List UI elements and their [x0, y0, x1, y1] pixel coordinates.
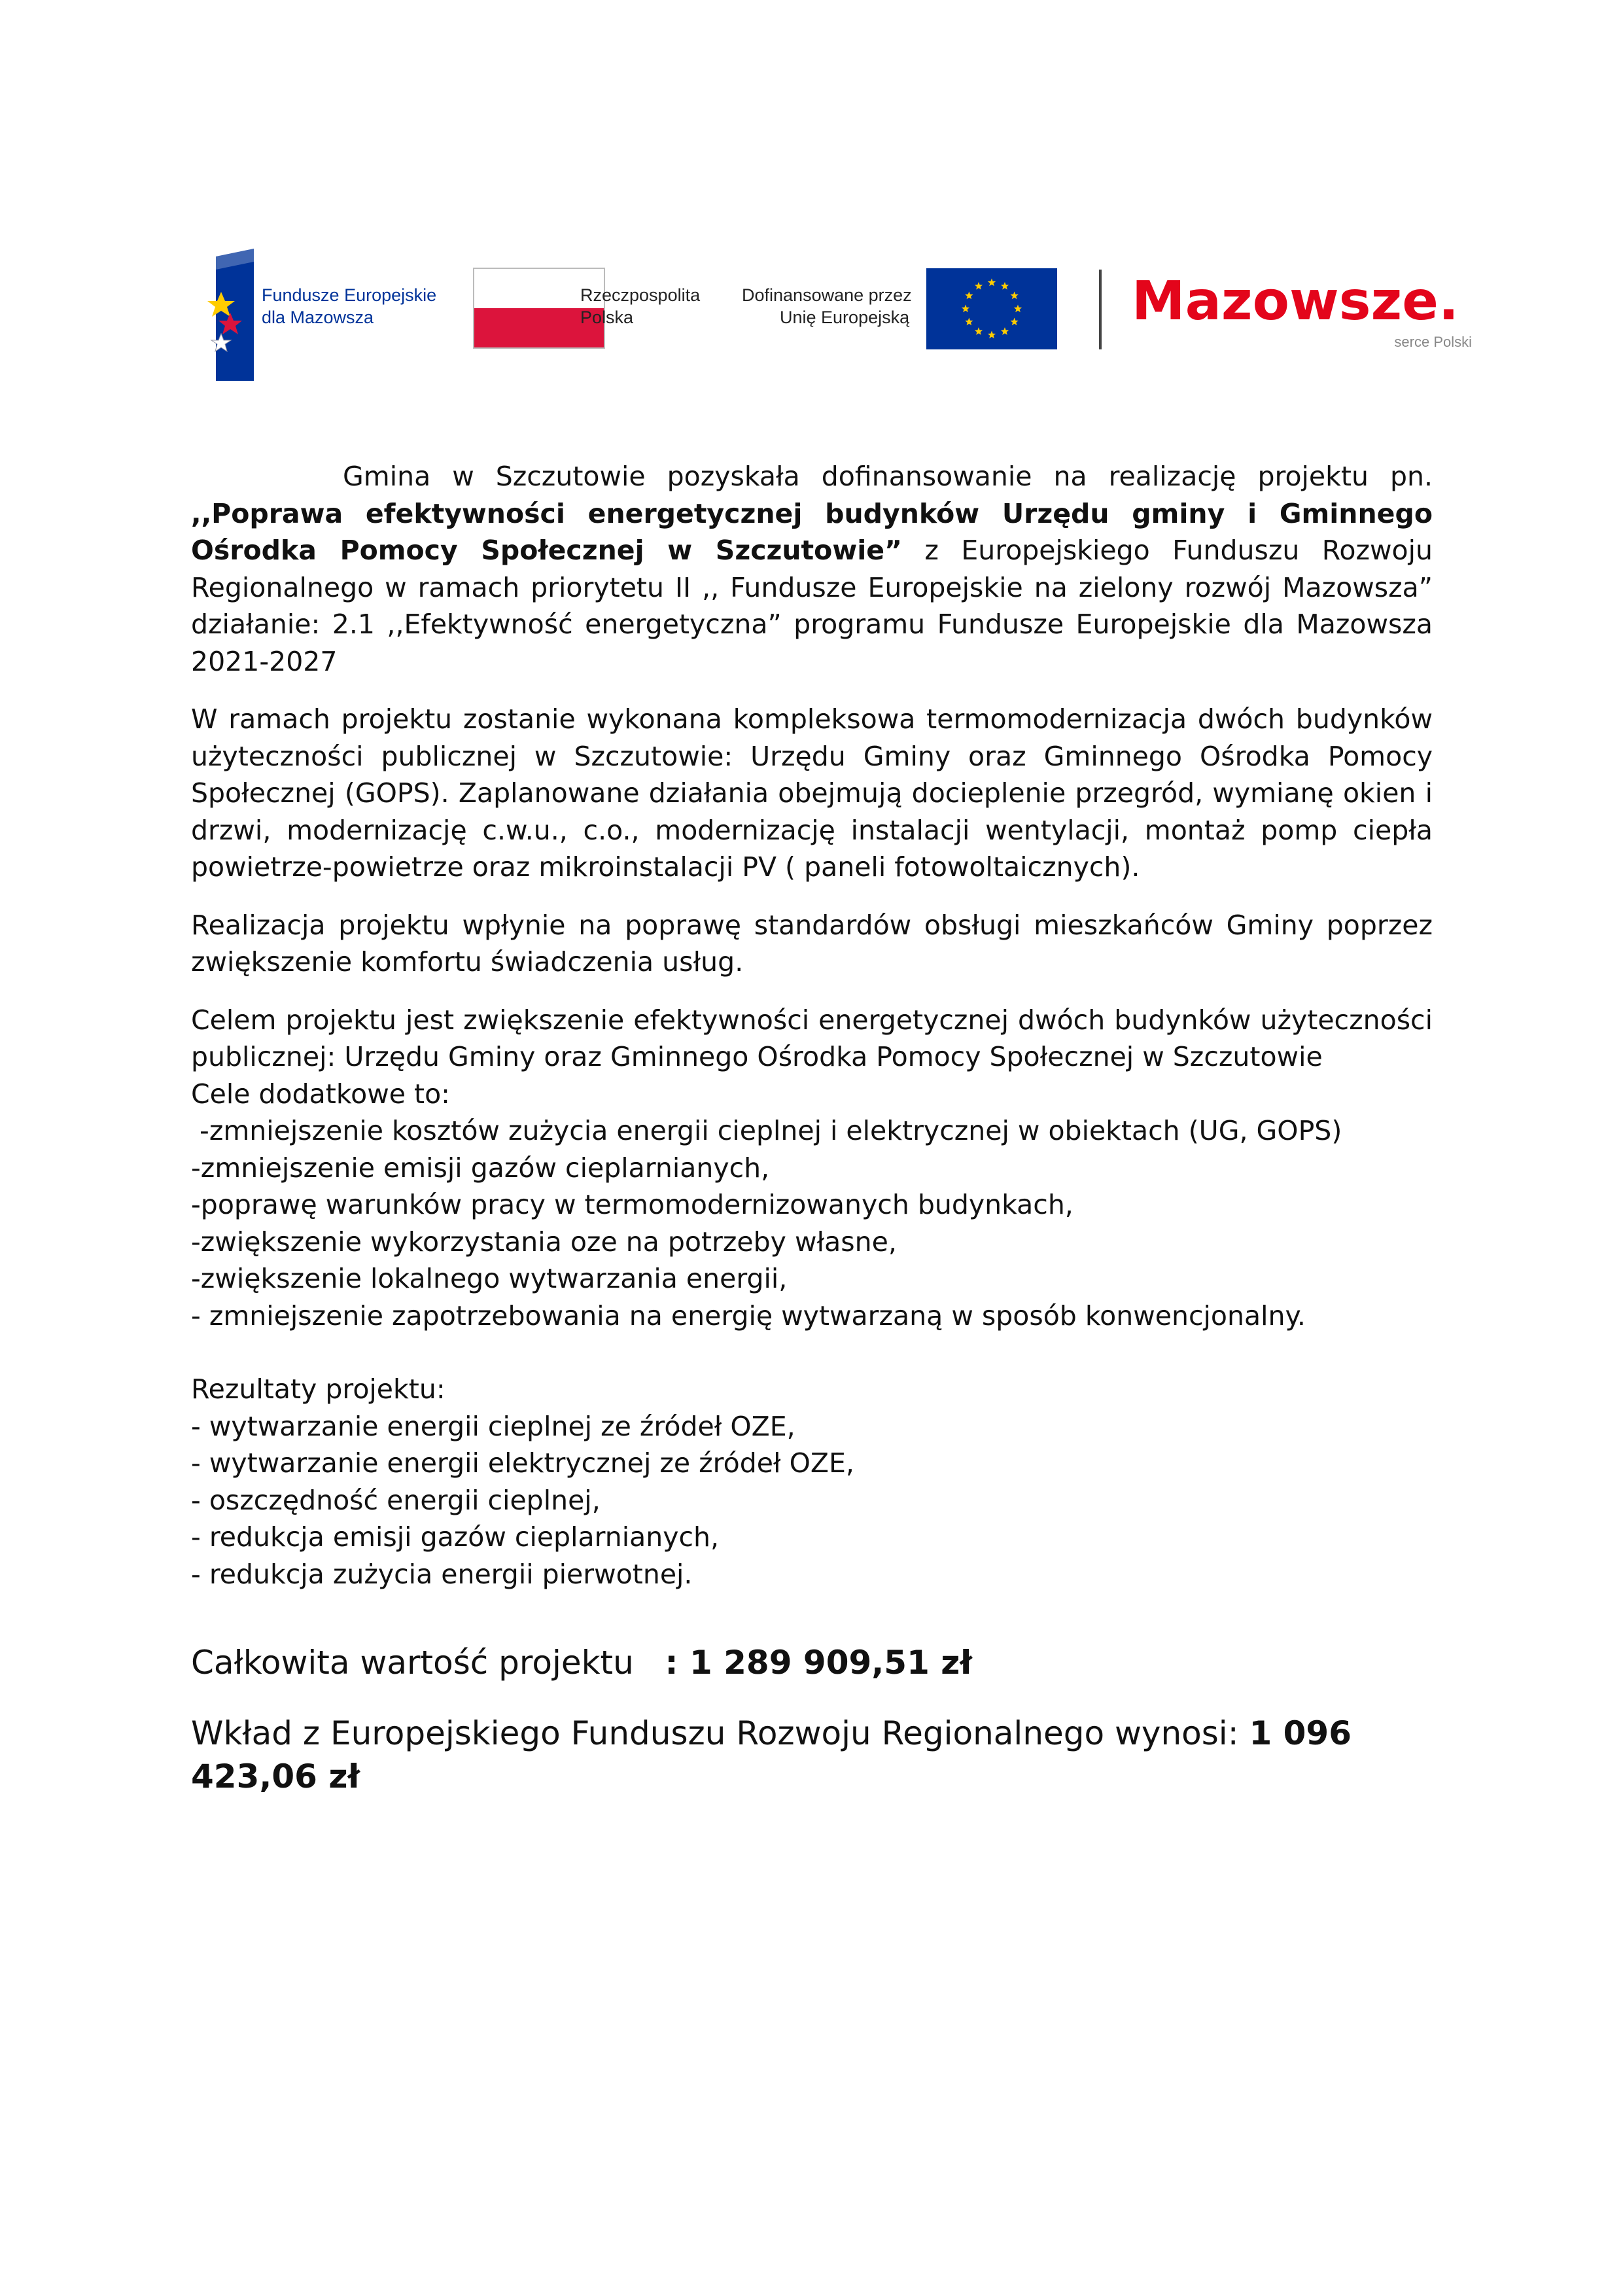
list-item: -zwiększenie wykorzystania oze na potrzeby własne, — [191, 1226, 897, 1258]
results-list — [191, 1371, 1433, 1593]
efrr-value-line — [191, 1712, 1433, 1798]
list-item: - oszczędność energii cieplnej, — [191, 1484, 601, 1516]
mazowsze-logo — [1132, 270, 1472, 350]
goal-paragraph: Celem projektu jest zwiększenie efektywności energetycznej dwóch budynków użyteczności publicznej: Urzędu Gminy oraz Gminnego Ośrodka Pomocy Społecznej w Szczutowie — [191, 1004, 1433, 1072]
list-item: -zmniejszenie emisji gazów cieplarnianych, — [191, 1152, 770, 1184]
eu-line1: Dofinansowane przez — [742, 285, 912, 305]
fe-line1: Fundusze Europejskie — [262, 285, 437, 305]
list-item: - redukcja zużycia energii pierwotnej. — [191, 1558, 693, 1590]
additional-goals-heading: Cele dodatkowe to: — [191, 1078, 450, 1110]
fundusze-europejskie-logo — [207, 249, 436, 381]
list-item: -zmniejszenie kosztów zużycia energii cieplnej i elektrycznej w obiektach (UG, GOPS) — [191, 1115, 1342, 1146]
eu-line2: Unię Europejską — [780, 308, 910, 327]
impact-paragraph: Realizacja projektu wpłynie na poprawę standardów obsługi mieszkańców Gminy poprzez zwiększenie komfortu świadczenia usług. — [191, 909, 1433, 978]
fe-sign-icon — [216, 249, 254, 381]
efrr-value: 1 096 423,06 zł — [191, 1714, 1352, 1795]
scope-paragraph: W ramach projektu zostanie wykonana kompleksowa termomodernizacja dwóch budynków użyteczności publicznej w Szczutowie: Urzędu Gminy oraz Gminnego Ośrodka Pomocy Społecznej (GOPS). Zaplanowane działania obejmują docieplenie przegród, wymianę okien i drzwi, modernizację c.w.u., c.o., modernizację instalacji wentylacji, montaż pomp ciepła powietrze-powietrze oraz mikroinstalacji PV ( paneli fotowoltaicznych). — [191, 703, 1433, 883]
total-value: : 1 289 909,51 zł — [665, 1644, 972, 1682]
rzeczpospolita-polska-logo — [474, 268, 701, 348]
intro-rest: z Europejskiego Funduszu Rozwoju Regionalnego w ramach priorytetu II ,, Fundusze Europejskie na zielony rozwój Mazowsza” działanie: 2.1 ,,Efektywność energetyczna” programu Fundusze Europejskie dla Mazowsza 2021-2027 — [191, 535, 1433, 677]
project-title: ,,Poprawa efektywności energetycznej budynków Urzędu gminy i Gminnego Ośrodka Pomocy Społecznej w Szczutowie” — [191, 497, 1433, 566]
list-item: -zwiększenie lokalnego wytwarzania energii, — [191, 1263, 788, 1294]
list-item: - wytwarzanie energii cieplnej ze źródeł OZE, — [191, 1410, 795, 1442]
mazowsze-wordmark: Mazowsze. — [1132, 270, 1459, 332]
total-label: Całkowita wartość projektu — [191, 1644, 665, 1682]
efrr-label: Wkład z Europejskiego Funduszu Rozwoju Regionalnego wynosi: — [191, 1714, 1249, 1752]
rp-line2: Polska — [580, 308, 634, 327]
funding-logos — [191, 236, 1483, 386]
results-heading: Rezultaty projektu: — [191, 1373, 445, 1405]
document-body — [191, 458, 1433, 1798]
rp-line1: Rzeczpospolita — [580, 285, 701, 305]
logo-divider — [1099, 270, 1102, 349]
additional-goals-list — [191, 1076, 1433, 1335]
intro-paragraph — [191, 458, 1433, 680]
list-item: - wytwarzanie energii elektrycznej ze źródeł OZE, — [191, 1447, 854, 1479]
intro-lead: Gmina w Szczutowie pozyskała dofinansowanie na realizację projektu pn. — [343, 461, 1433, 492]
dofinansowane-ue-logo — [742, 268, 1057, 349]
list-item: - redukcja emisji gazów cieplarnianych, — [191, 1521, 720, 1553]
list-item: -poprawę warunków pracy w termomodernizowanych budynkach, — [191, 1189, 1073, 1220]
logo-strip — [191, 236, 1483, 386]
list-item: - zmniejszenie zapotrzebowania na energię wytwarzaną w sposób konwencjonalny. — [191, 1299, 1306, 1332]
project-totals — [191, 1641, 1433, 1798]
total-value-line — [191, 1641, 1433, 1684]
fe-line2: dla Mazowsza — [262, 308, 374, 327]
mazowsze-tagline: serce Polski — [1394, 334, 1472, 350]
